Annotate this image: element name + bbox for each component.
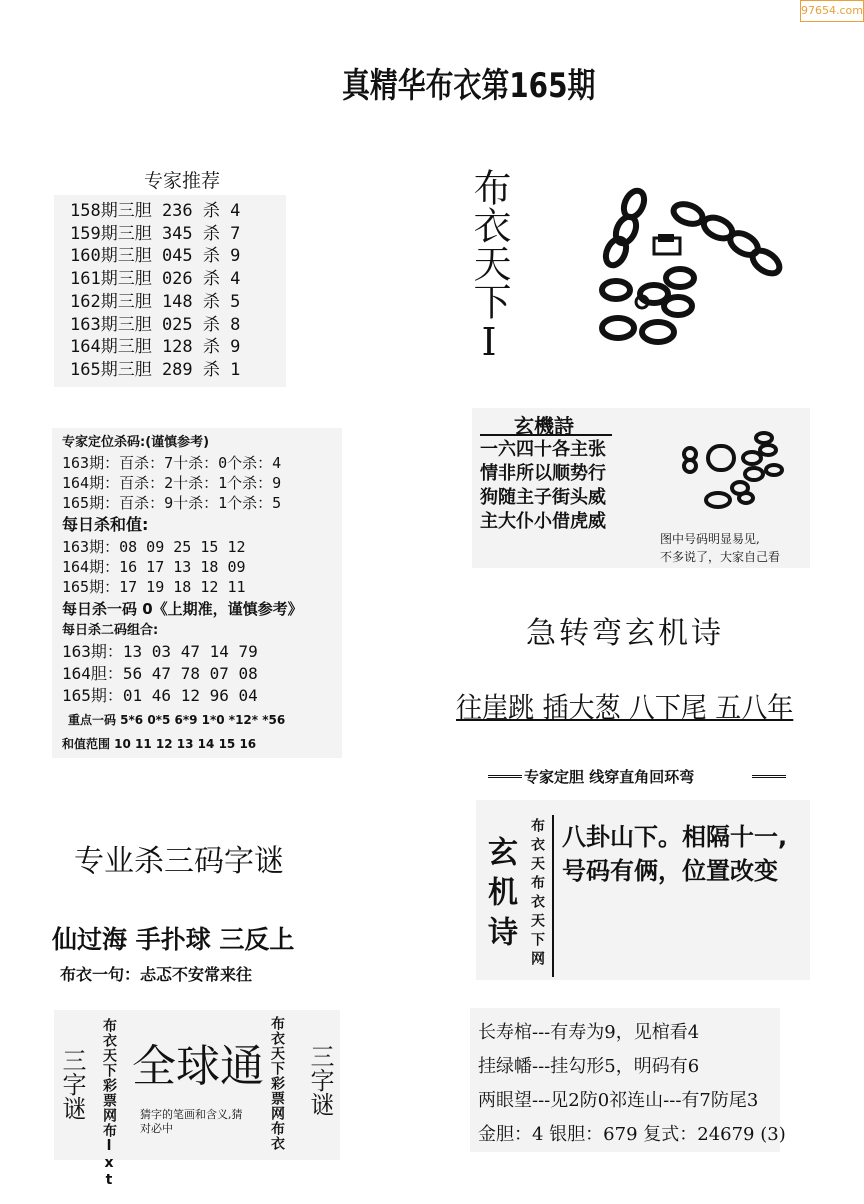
clue-line: 两眼望---见2防0祁连山---有7防尾3 — [478, 1090, 759, 1111]
sum-row: 165期：17 19 18 12 11 — [62, 578, 246, 596]
riddle-center: 全球通 — [132, 1041, 264, 1092]
hint-line: 对必中 — [140, 1122, 173, 1135]
jizhuan-line: 往崖跳 插大葱 八下尾 五八年 — [456, 691, 794, 724]
jizhuan-heading: 急转弯玄机诗 — [526, 616, 724, 651]
riddle-yiju: 布衣一句：忐忑不安常来往 — [60, 965, 253, 984]
note-line: 图中号码明显易见, — [660, 532, 760, 546]
dingdan-rule-left — [488, 775, 522, 778]
expert-row: 158期三胆 236 杀 4 — [70, 201, 241, 221]
pos-row: 163期：百杀：7十杀：0个杀：4 — [62, 454, 282, 472]
kill-block — [62, 433, 303, 755]
riddle-hint — [140, 1108, 243, 1136]
expert-row: 163期三胆 025 杀 8 — [70, 314, 241, 335]
range-line: 和值范围 10 11 12 13 14 15 16 — [62, 737, 257, 751]
riddle-left-side: 三字谜 — [58, 1048, 86, 1120]
xuanji-line: 狗随主子街头威 — [480, 487, 606, 508]
xjs-line: 号码有俩，位置改变 — [562, 857, 778, 885]
clue-line: 挂绿幡---挂勾形5，明码有6 — [478, 1056, 700, 1077]
expert-row: 164期三胆 128 杀 9 — [70, 337, 241, 358]
xjs-line: 八卦山下。相隔十一, — [562, 823, 788, 851]
clue-line: 金胆：4 银胆：679 复式：24679 (3) — [478, 1124, 786, 1145]
xjs-divider — [552, 815, 554, 977]
expert-row: 161期三胆 026 杀 4 — [70, 269, 241, 290]
pos-row: 164期：百杀：2十杀：1个杀：9 — [62, 474, 282, 492]
xuanji-note — [660, 530, 780, 566]
dingdan-rule-right — [752, 775, 786, 778]
riddle-phrase: 仙过海 手扑球 三反上 — [52, 925, 295, 954]
two-row: 164胆：56 47 78 07 08 — [62, 664, 258, 683]
xuanji-poem — [480, 438, 606, 534]
buyi-vertical-title: 布衣天下I — [467, 168, 511, 364]
clues-list — [478, 1016, 786, 1152]
riddle-right-side: 三字谜 — [306, 1044, 334, 1116]
hint-line: 猜字的笔画和含义,猜 — [140, 1108, 243, 1121]
xjs-lines — [562, 820, 787, 888]
pos-row: 165期：百杀：9十杀：1个杀：5 — [62, 494, 282, 512]
expert-list — [70, 200, 240, 382]
clue-line: 长寿棺---有寿为9，见棺看4 — [478, 1022, 700, 1043]
sum-heading: 每日杀和值: — [62, 515, 149, 534]
note-line: 不多说了，大家自己看 — [660, 550, 781, 564]
sum-row: 163期：08 09 25 15 12 — [62, 538, 246, 556]
two-row: 165期：01 46 12 96 04 — [62, 686, 258, 705]
riddle-heading: 专业杀三码字谜 — [74, 844, 284, 879]
xuanji-line: 一六四十各主张 — [480, 439, 606, 460]
dingdan-heading: 专家定胆 线穿直角回环弯 — [524, 768, 695, 786]
expert-row: 165期三胆 289 杀 1 — [70, 359, 241, 380]
one-heading: 每日杀一码 0《上期准，谨慎参考》 — [62, 600, 303, 618]
expert-row: 159期三胆 345 杀 7 — [70, 223, 241, 244]
pos-heading: 专家定位杀码:(谨慎参考) — [62, 435, 210, 450]
xuanji-line: 主大仆小借虎威 — [480, 511, 606, 532]
two-row: 163期：13 03 47 14 79 — [62, 642, 258, 661]
sum-row: 164期：16 17 13 18 09 — [62, 558, 246, 576]
riddle-right-vertical: 布衣天下彩票网布衣 — [269, 1016, 285, 1151]
coins-figure-1 — [596, 186, 800, 348]
xuanji-line: 情非所以顺势行 — [480, 463, 606, 484]
watermark: 97654.com — [800, 0, 864, 22]
xjs-vertical: 布衣天布衣天下网 — [529, 818, 545, 970]
two-heading: 每日杀二码组合: — [62, 623, 159, 638]
expert-heading: 专家推荐 — [144, 170, 221, 192]
coins-figure-2 — [680, 424, 790, 514]
xuanji-rule — [480, 434, 612, 436]
page-title: 真精华布衣第165期 — [342, 66, 596, 106]
expert-row: 162期三胆 148 杀 5 — [70, 291, 241, 312]
xuanji-heading: 玄機詩 — [514, 414, 574, 438]
riddle-left-vertical: 布衣天下彩票网布lxt — [101, 1018, 117, 1189]
xjs-label: 玄机诗 — [482, 836, 517, 956]
expert-row: 160期三胆 045 杀 9 — [70, 246, 241, 267]
key-line: 重点一码 5*6 0*5 6*9 1*0 *12* *56 — [68, 713, 286, 727]
